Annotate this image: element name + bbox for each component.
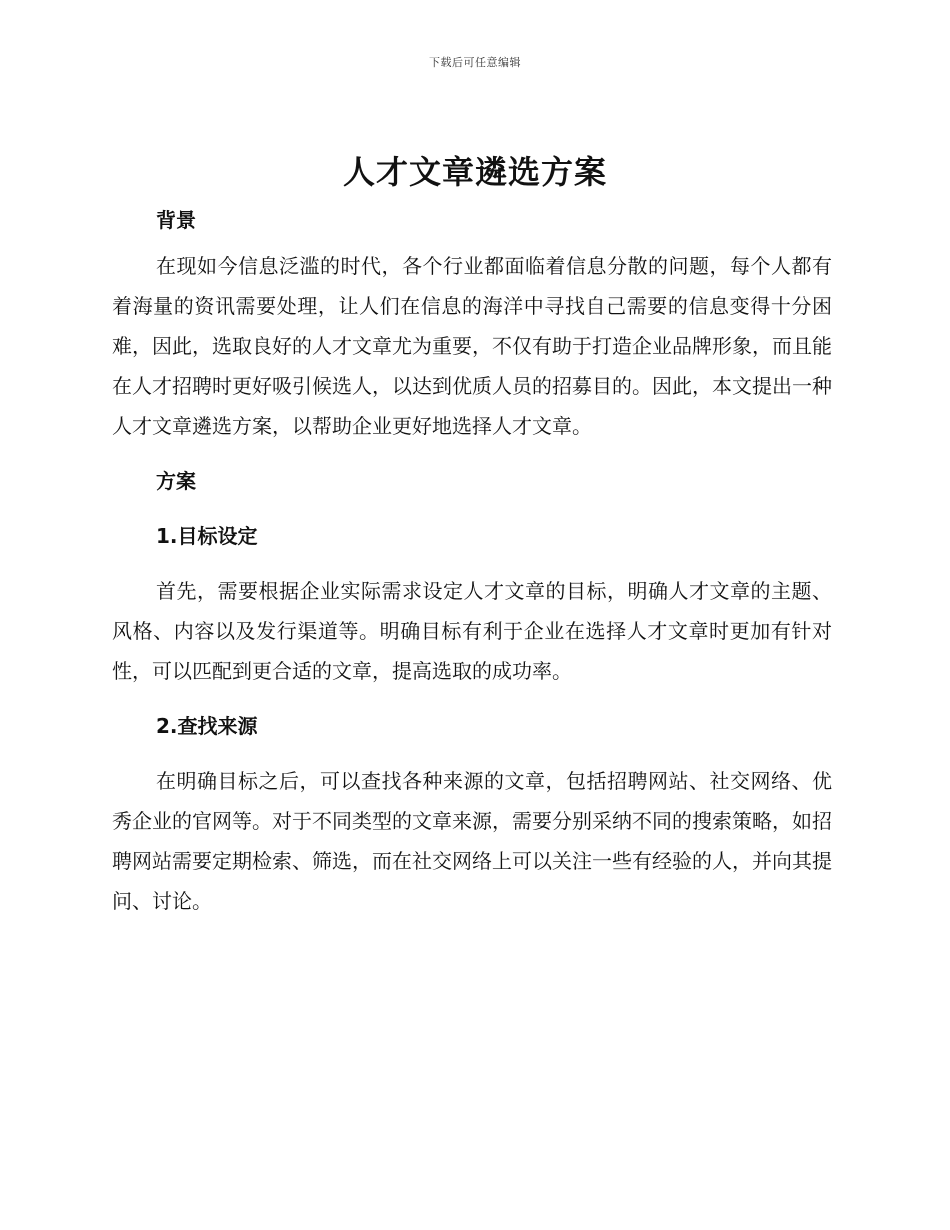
- page-header-note: 下载后可任意编辑: [429, 56, 521, 69]
- paragraph-background: 在现如今信息泛滥的时代，各个行业都面临着信息分散的问题，每个人都有着海量的资讯需要处理，让人们在信息的海洋中寻找自己需要的信息变得十分困难，因此，选取良好的人才文章尤为重要，不仅有助于打造企业品牌形象，而且能在人才招聘时更好吸引候选人，以达到优质人员的招募目的。因此，本文提出一种人才文章遴选方案，以帮助企业更好地选择人才文章。: [112, 254, 832, 438]
- document-title: 人才文章遴选方案: [342, 153, 607, 191]
- paragraph-find-sources: 在明确目标之后，可以查找各种来源的文章，包括招聘网站、社交网络、优秀企业的官网等。对于不同类型的文章来源，需要分别采纳不同的搜索策略，如招聘网站需要定期检索、筛选，而在社交网络上可以关注一些有经验的人，并向其提问、讨论。: [112, 769, 832, 913]
- subheading-goal-setting: 1.目标设定: [156, 524, 258, 548]
- paragraph-goal-setting: 首先，需要根据企业实际需求设定人才文章的目标，明确人才文章的主题、风格、内容以及发行渠道等。明确目标有利于企业在选择人才文章时更加有针对性，可以匹配到更合适的文章，提高选取的成功率。: [112, 579, 832, 683]
- document-body: [112, 200, 832, 921]
- section-heading-plan: 方案: [156, 469, 196, 493]
- section-heading-background: 背景: [156, 208, 196, 232]
- subheading-find-sources: 2.查找来源: [156, 714, 258, 738]
